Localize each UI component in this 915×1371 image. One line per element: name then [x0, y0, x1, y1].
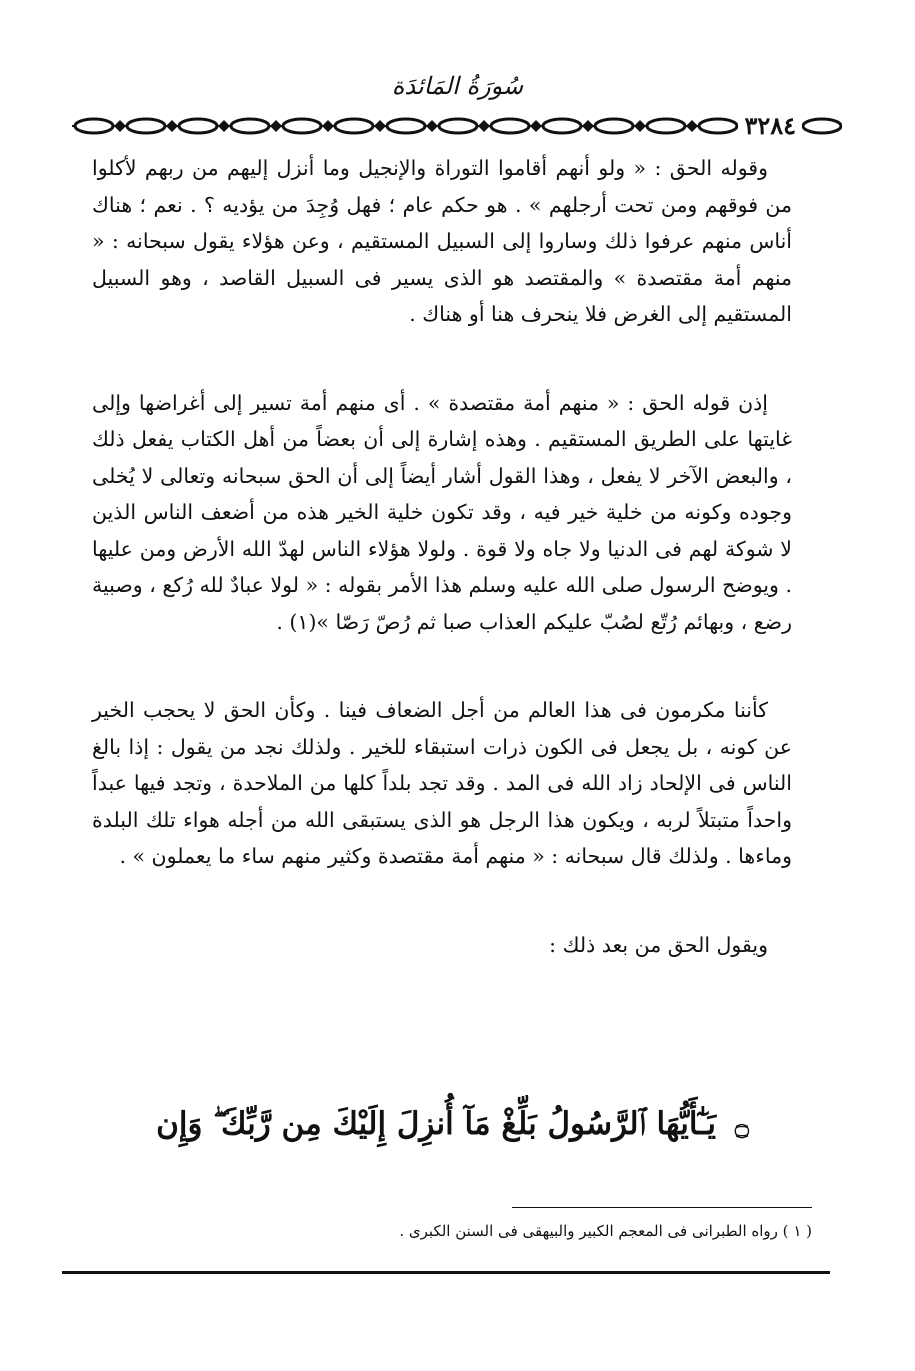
page-bottom-rule — [62, 1271, 830, 1274]
paragraph-2: إذن قوله الحق : « منهم أمة مقتصدة » . أى منهم أمة تسير إلى أغراضها وإلى غايتها على الطريق المستقيم . وهذه إشارة إلى أن بعضاً من أهل الكتاب يفعل ذلك ، والبعض الآخر لا يفعل ، وهذا القول أشار أيضاً إلى أن الحق سبحانه وتعالى لا يُخلى وجوده وكونه من خلية خير فيه ، وقد تكون خلية الخير هذه من أضعف الناس الذين لا شوكة لهم فى الدنيا ولا جاه ولا قوة . ولولا هؤلاء الناس لهدّ الله الأرض ومن عليها . ويوضح الرسول صلى الله عليه وسلم هذا الأمر بقوله : « لولا عبادٌ لله رُكع ، وصبية رضع ، وبهائم رُتّع لصُبّ عليكم العذاب صبا ثم رُصّ رَصّا »(١) . — [92, 390, 792, 634]
header-ornament-band — [72, 111, 842, 140]
verse-start-icon: ۝ — [734, 1111, 749, 1140]
verse-text: يَـٰٓأَيُّهَا ٱلرَّسُولُ بَلِّغْ مَآ أُنزِلَ إِلَيْكَ مِن رَّبِّكَ ۖ وَإِن — [156, 1106, 717, 1142]
paragraph-1: وقوله الحق : « ولو أنهم أقاموا التوراة والإنجيل وما أنزل إليهم من ربهم لأكلوا من فوقهم ومن تحت أرجلهم » . هو حكم عام ؛ فهل وُجِدَ من يؤديه ؟ . نعم ؛ هناك أناس منهم عرفوا ذلك وساروا إلى السبيل المستقيم ، وعن هؤلاء يقول سبحانه : « منهم أمة مقتصدة » والمقتصد هو الذى يسير فى السبيل القاصد ، وهو السبيل المستقيم إلى الغرض فلا ينحرف هنا أو هناك . — [92, 156, 792, 326]
quran-verse — [90, 1106, 815, 1143]
footnote: ( ١ ) رواه الطبرانى فى المعجم الكبير والبيهقى فى السنن الكبرى . — [399, 1222, 812, 1240]
surah-title: سُورَةُ المَائدَة — [391, 72, 524, 100]
footnote-divider — [512, 1207, 812, 1208]
body-text — [92, 150, 792, 963]
paragraph-4: ويقول الحق من بعد ذلك : — [549, 932, 768, 957]
page-number: ٣٢٨٤ — [738, 114, 802, 138]
ornament-chain-icon — [72, 114, 842, 138]
paragraph-3: كأننا مكرمون فى هذا العالم من أجل الضعاف فينا . وكأن الحق لا يحجب الخير عن كونه ، بل يجعل فى الكون ذرات استبقاء للخير . ولذلك نجد من يقول : إذا بالغ الناس فى الإلحاد زاد الله فى المد . وقد تجد بلداً كلها من الملاحدة ، وتجد فيها عبداً واحداً متبتلاً لربه ، ويكون هذا الرجل هو الذى يستبقى الله من أجله هواء تلك البلدة وماءها . ولذلك قال سبحانه : « منهم أمة مقتصدة وكثير منهم ساء ما يعملون » . — [92, 698, 792, 868]
